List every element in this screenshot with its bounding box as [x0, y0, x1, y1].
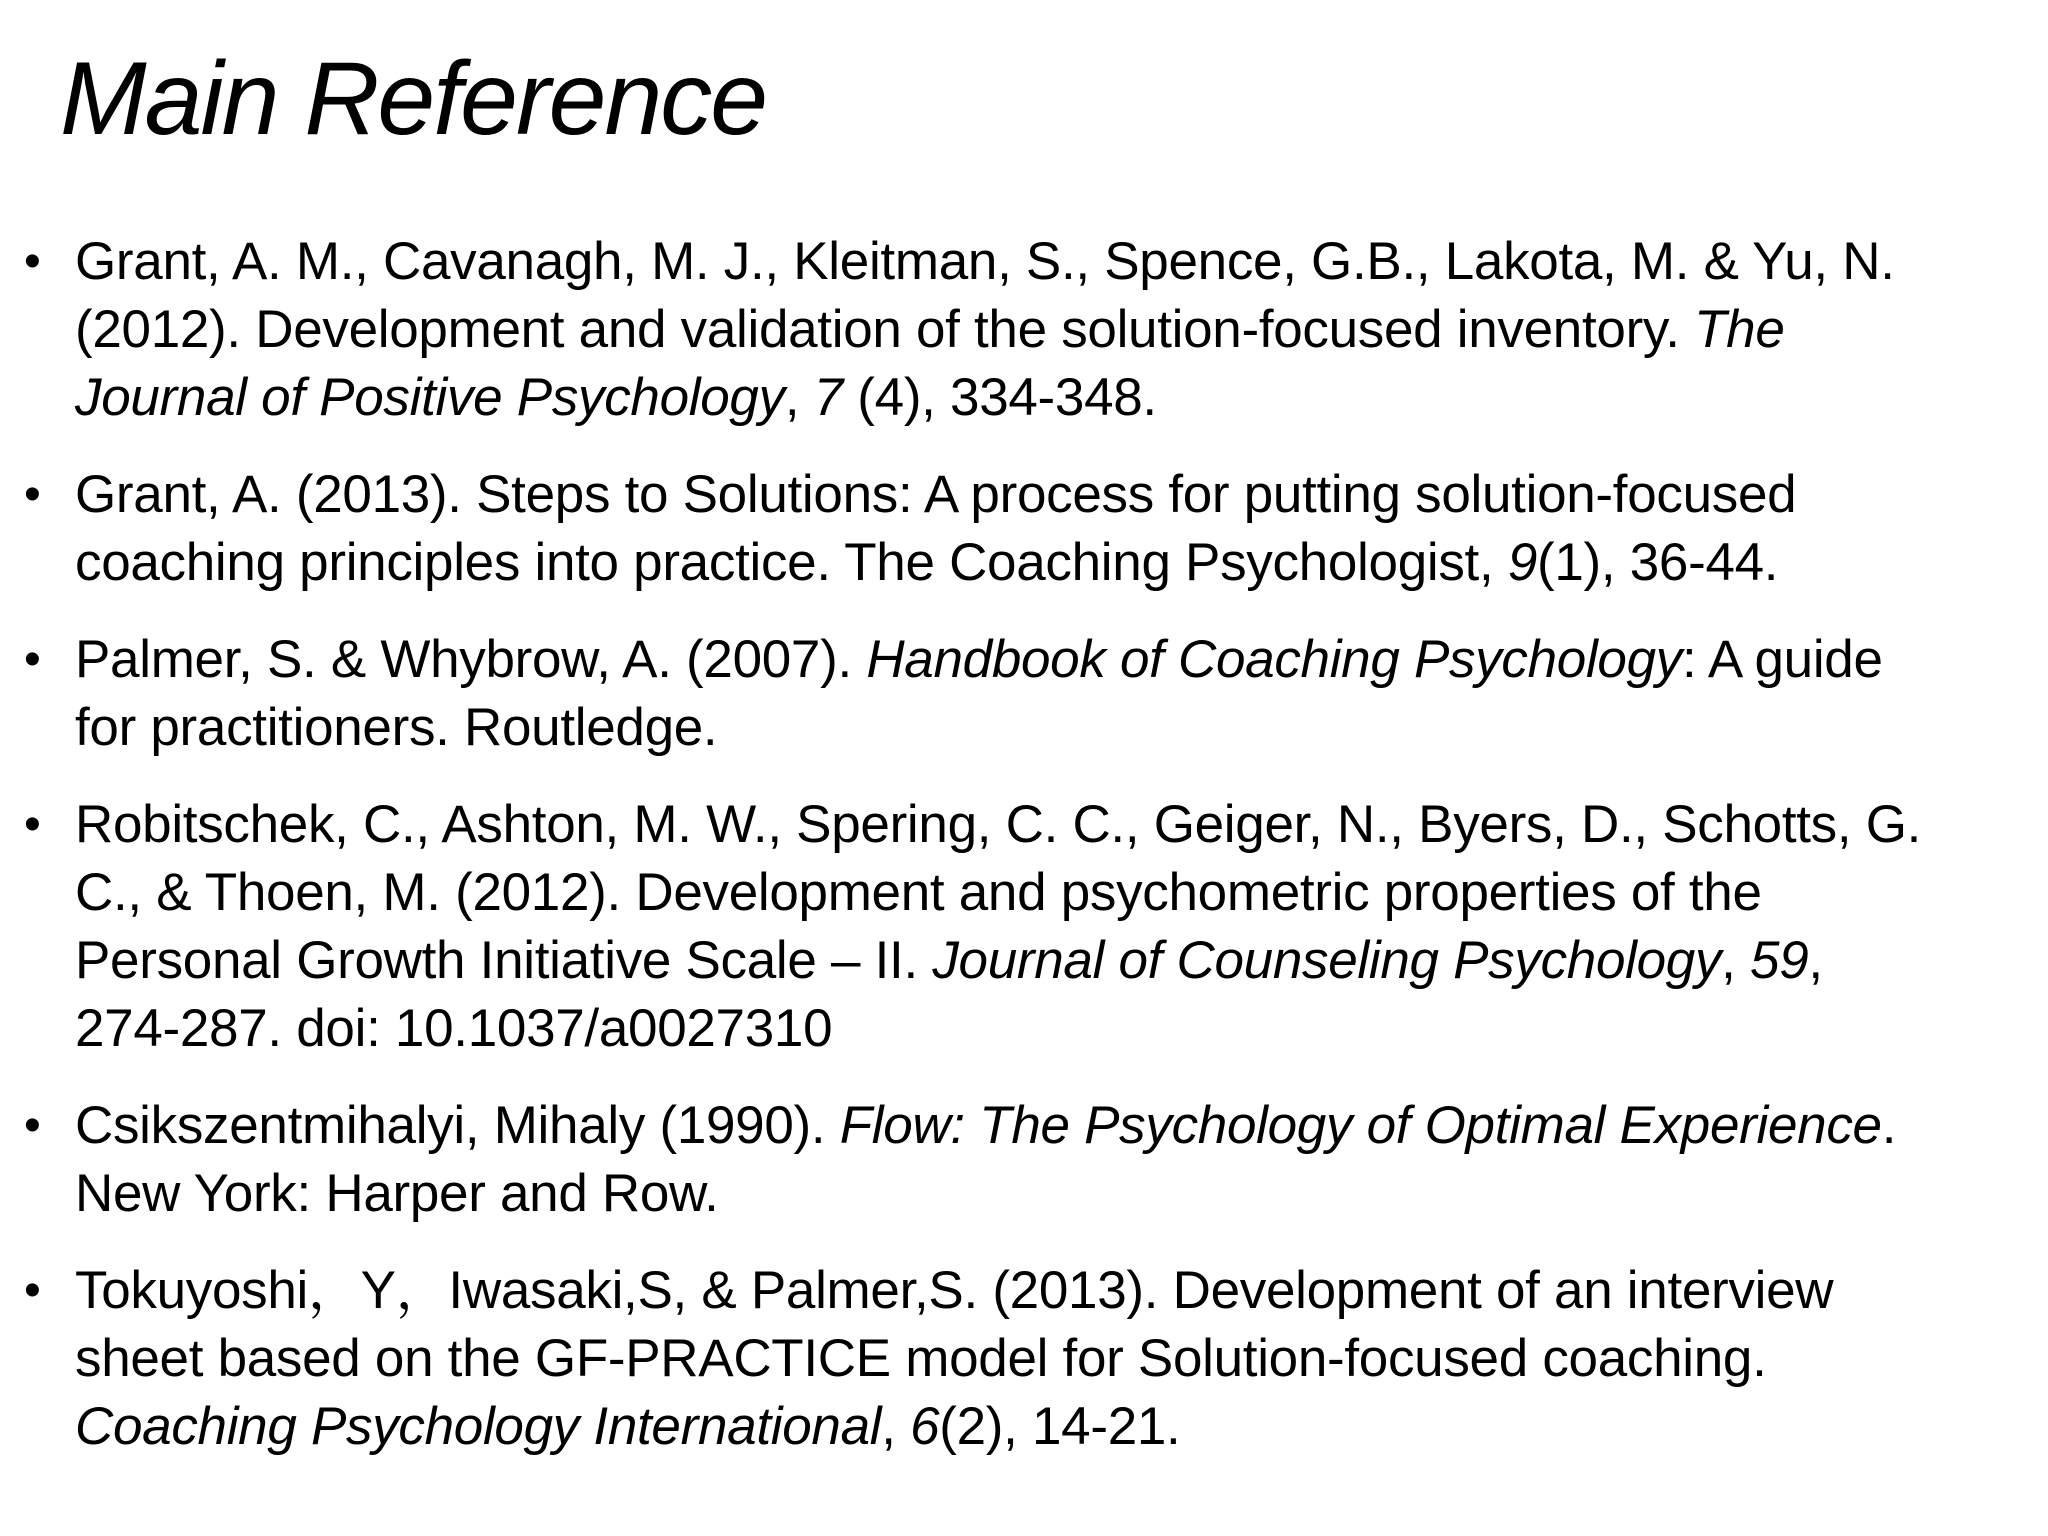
reference-text: (1), 36-44.	[1537, 533, 1779, 592]
bullet-icon: •	[24, 633, 41, 686]
reference-item	[0, 626, 2040, 762]
bullet-icon: •	[24, 235, 41, 288]
slide-title: Main Reference	[60, 41, 767, 157]
reference-item	[0, 228, 2040, 432]
reference-line	[75, 791, 2034, 859]
reference-line	[75, 1325, 2034, 1393]
reference-item	[0, 1092, 2040, 1228]
reference-text: New York: Harper and Row.	[75, 1164, 719, 1223]
reference-text: for practitioners. Routledge.	[75, 698, 718, 757]
reference-text: coaching principles into practice. The Coaching Psychologist,	[75, 533, 1508, 592]
reference-italic-text: 9	[1507, 533, 1538, 592]
reference-italic-text: Handbook of Coaching Psychology	[866, 630, 1682, 689]
reference-text: ,	[1808, 931, 1823, 990]
reference-line	[75, 1393, 2034, 1461]
reference-text: Grant, A. M., Cavanagh, M. J., Kleitman, S., Spence, G.B., Lakota, M. & Yu, N.	[75, 232, 1895, 291]
reference-italic-text: 6	[910, 1397, 940, 1456]
bullet-icon: •	[24, 798, 41, 851]
reference-italic-text: The	[1694, 300, 1785, 359]
reference-line	[75, 859, 2034, 927]
reference-line	[75, 1160, 2034, 1228]
reference-text: C., & Thoen, M. (2012). Development and psychometric properties of the	[75, 863, 1762, 922]
reference-italic-text: Journal of Counseling Psychology	[932, 931, 1722, 990]
reference-item	[0, 1257, 2040, 1461]
reference-italic-text: 7	[813, 368, 843, 427]
reference-text: (2012). Development and validation of the solution-focused inventory.	[75, 300, 1695, 359]
reference-line	[75, 529, 2034, 597]
reference-text: sheet based on the GF-PRACTICE model for Solution-focused coaching.	[75, 1329, 1767, 1388]
reference-text: Csikszentmihalyi, Mihaly (1990).	[75, 1096, 840, 1155]
reference-text: Palmer, S. & Whybrow, A. (2007).	[75, 630, 867, 689]
reference-italic-text: Journal of Positive Psychology	[75, 368, 785, 427]
reference-line	[75, 626, 2034, 694]
reference-line	[75, 228, 2034, 296]
reference-list	[0, 228, 2040, 1490]
reference-text: ,	[1721, 931, 1751, 990]
reference-italic-text: Flow: The Psychology of Optimal Experience	[839, 1096, 1882, 1155]
bullet-icon: •	[24, 468, 41, 521]
reference-line	[75, 1257, 2034, 1325]
reference-italic-text: Coaching Psychology International	[75, 1397, 882, 1456]
reference-line	[75, 1092, 2034, 1160]
reference-italic-text: 59	[1750, 931, 1809, 990]
reference-text: 274-287. doi: 10.1037/a0027310	[75, 999, 833, 1058]
reference-line	[75, 927, 2034, 995]
reference-text: ,	[881, 1397, 911, 1456]
reference-line	[75, 995, 2034, 1063]
reference-line	[75, 296, 2034, 364]
reference-text: Personal Growth Initiative Scale – II.	[75, 931, 933, 990]
reference-item	[0, 461, 2040, 597]
bullet-icon: •	[24, 1099, 41, 1152]
reference-text: (2), 14-21.	[939, 1397, 1181, 1456]
reference-item	[0, 791, 2040, 1063]
reference-line	[75, 694, 2034, 762]
reference-text: : A guide	[1681, 630, 1883, 689]
reference-text: Grant, A. (2013). Steps to Solutions: A process for putting solution-focused	[75, 465, 1797, 524]
reference-text: (4), 334-348.	[842, 368, 1157, 427]
bullet-icon: •	[24, 1264, 41, 1317]
reference-text: Tokuyoshi，Y，Iwasaki,S, & Palmer,S. (2013). Development of an interview	[75, 1261, 1834, 1320]
reference-text: ,	[784, 368, 814, 427]
reference-line	[75, 461, 2034, 529]
reference-text: Robitschek, C., Ashton, M. W., Spering, C. C., Geiger, N., Byers, D., Schotts, G.	[75, 795, 1922, 854]
reference-text: .	[1881, 1096, 1897, 1155]
reference-line	[75, 364, 2034, 432]
